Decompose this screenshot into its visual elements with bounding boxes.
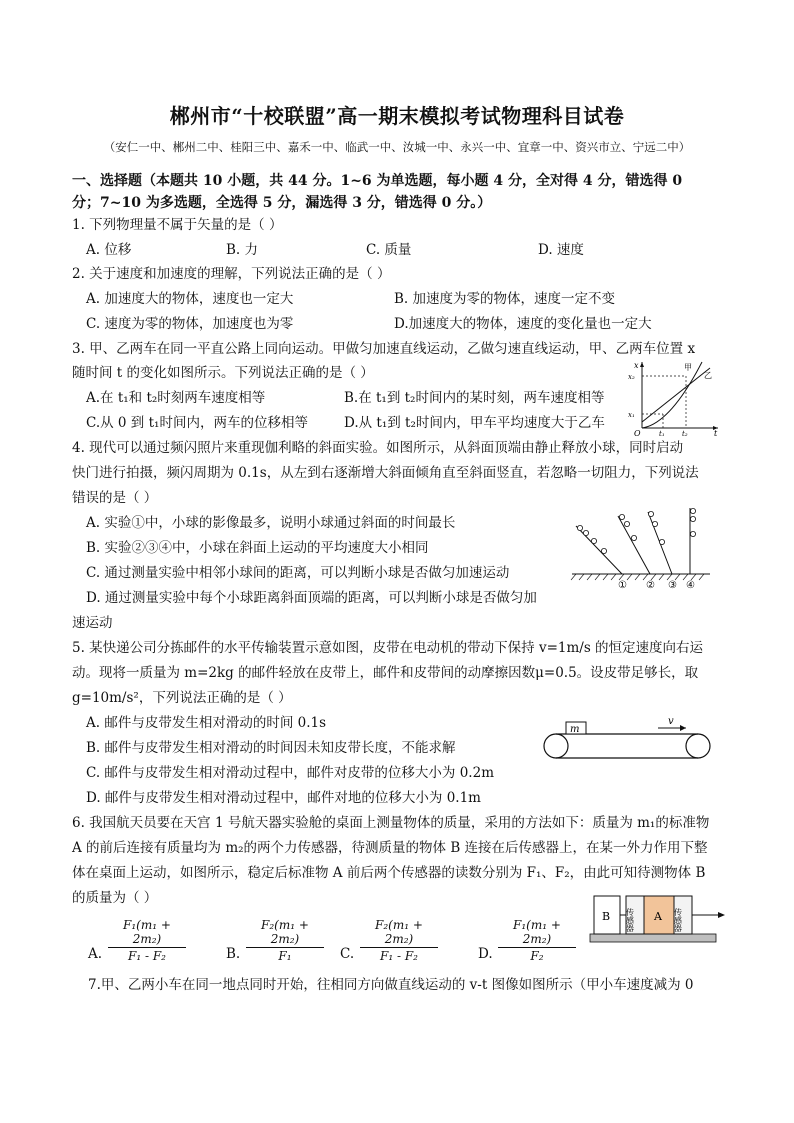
- q3-origin: O: [634, 429, 641, 436]
- q6-option-b-formula: [246, 918, 324, 963]
- q3-label-x1: x₁: [628, 411, 635, 419]
- q6-option-c-letter: C.: [340, 946, 355, 962]
- q6-label-a: A: [654, 910, 662, 923]
- q5-stem-line3: g=10m/s²，下列说法正确的是（ ）: [72, 690, 292, 706]
- q6-a-numerator: F₁(m₁ + 2m₂): [108, 918, 186, 948]
- q2-stem: 2. 关于速度和加速度的理解，下列说法正确的是（ ）: [72, 266, 391, 282]
- q6-sensor-front-label: 传感器: [673, 908, 683, 932]
- q4-label-3: ③: [668, 580, 677, 590]
- q4-stem-line1: 4. 现代可以通过频闪照片来重现伽利略的斜面实验。如图所示，从斜面顶端由静止释放小球，同时启动: [72, 440, 684, 456]
- q1-option-c: C. 质量: [366, 242, 412, 258]
- q6-option-b-letter: B.: [226, 946, 241, 962]
- q3-option-b: B.在 t₁到 t₂时间内的某时刻，两车速度相等: [344, 390, 605, 406]
- q3-option-d: D.从 t₁到 t₂时间内，甲车平均速度大于乙车: [344, 415, 605, 431]
- q1-option-a: A. 位移: [86, 242, 132, 258]
- q6-d-numerator: F₁(m₁ + 2m₂): [498, 918, 576, 948]
- q3-axis-x: x: [634, 361, 639, 370]
- q4-option-a: A. 实验①中，小球的影像最多，说明小球通过斜面的时间最长: [86, 515, 456, 531]
- q5-label-m: m: [570, 724, 580, 735]
- q5-label-v: v: [668, 716, 674, 727]
- q6-option-a-letter: A.: [88, 946, 103, 962]
- q6-c-numerator: F₂(m₁ + 2m₂): [360, 918, 438, 948]
- q4-stem-line2: 快门进行拍摄，频闪周期为 0.1s，从左到右逐渐增大斜面倾角直至斜面竖直，若忽略一切阻力，下列说法: [72, 465, 699, 481]
- section-heading-line2: 分；7~10 为多选题，全选得 5 分，漏选得 3 分，错选得 0 分。）: [72, 195, 492, 211]
- q5-option-b: B. 邮件与皮带发生相对滑动的时间因未知皮带长度，不能求解: [86, 740, 456, 756]
- q1-stem: 1. 下列物理量不属于矢量的是（ ）: [72, 217, 283, 233]
- q3-label-jia: 甲: [684, 363, 692, 372]
- q3-label-yi: 乙: [704, 371, 712, 380]
- q6-b-numerator: F₂(m₁ + 2m₂): [246, 918, 324, 948]
- q4-label-4: ④: [686, 580, 695, 590]
- q3-axis-t: t: [714, 429, 718, 436]
- q2-option-b: B. 加速度为零的物体，速度一定不变: [394, 291, 616, 307]
- q4-option-b: B. 实验②③④中，小球在斜面上运动的平均速度大小相同: [86, 540, 429, 556]
- q5-stem-line1: 5. 某快递公司分拣邮件的水平传输装置示意如图，皮带在电动机的带动下保持 v=1m/s 的恒定速度向右运: [72, 640, 704, 656]
- q3-option-a: A.在 t₁和 t₂时刻两车速度相等: [86, 390, 266, 406]
- q6-stem-line3: 体在桌面上运动，如图所示，稳定后标准物 A 前后两个传感器的读数分别为 F₁、F₂，由此可知待测物体 B: [72, 865, 706, 881]
- q3-xt-graph: [626, 358, 722, 436]
- q6-option-c-formula: [360, 918, 438, 963]
- q5-option-d: D. 邮件与皮带发生相对滑动过程中，邮件对地的位移大小为 0.1m: [86, 790, 481, 806]
- q3-stem-line1: 3. 甲、乙两车在同一平直公路上同向运动。甲做匀加速直线运动，乙做匀速直线运动，甲、乙两车位置 x: [72, 341, 696, 357]
- q6-option-a-formula: [108, 918, 186, 963]
- q2-option-c: C. 速度为零的物体，加速度也为零: [86, 316, 294, 332]
- q5-option-c: C. 邮件与皮带发生相对滑动过程中，邮件对皮带的位移大小为 0.2m: [86, 765, 494, 781]
- schools-list: （安仁一中、郴州二中、桂阳三中、嘉禾一中、临武一中、汝城一中、永兴一中、宜章一中、资兴市立、宁远二中）: [103, 140, 691, 154]
- q3-label-t1: t₁: [659, 430, 665, 436]
- q6-d-denominator: F₂: [530, 949, 544, 963]
- q2-option-d: D.加速度大的物体，速度的变化量也一定大: [394, 316, 652, 332]
- q3-label-x2: x₂: [628, 373, 635, 381]
- q6-a-denominator: F₁ - F₂: [128, 949, 166, 963]
- q3-label-t2: t₂: [682, 430, 688, 436]
- exam-title: 郴州市“十校联盟”高一期末模拟考试物理科目试卷: [169, 104, 625, 128]
- q6-stem-line4: 的质量为（ ）: [72, 890, 158, 906]
- q6-sensor-figure: [588, 890, 728, 946]
- q5-conveyor-figure: [540, 714, 716, 762]
- q2-option-a: A. 加速度大的物体，速度也一定大: [86, 291, 294, 307]
- section-heading-line1: 一、选择题（本题共 10 小题，共 44 分。1~6 为单选题，每小题 4 分，全对得 4 分，错选得 0: [72, 173, 683, 189]
- q4-stem-line3: 错误的是（ ）: [72, 490, 158, 506]
- q4-option-d-cont: 速运动: [72, 615, 113, 631]
- q1-option-d: D. 速度: [538, 242, 584, 258]
- q5-option-a: A. 邮件与皮带发生相对滑动的时间 0.1s: [86, 715, 327, 731]
- q1-option-b: B. 力: [226, 242, 259, 258]
- q4-option-c: C. 通过测量实验中相邻小球间的距离，可以判断小球是否做匀加速运动: [86, 565, 510, 581]
- q6-option-d-letter: D.: [478, 946, 493, 962]
- q6-stem-line1: 6. 我国航天员要在天宫 1 号航天器实验舱的桌面上测量物体的质量，采用的方法如下：质量为 m₁的标准物: [72, 815, 710, 831]
- q4-label-1: ①: [618, 580, 627, 590]
- q6-sensor-rear-label: 传感器: [625, 908, 635, 932]
- q6-c-denominator: F₁ - F₂: [380, 949, 418, 963]
- q6-stem-line2: A 的前后连接有质量均为 m₂的两个力传感器，待测质量的物体 B 连接在后传感器上，在某一外力作用下整: [72, 840, 708, 856]
- q6-option-d-formula: [498, 918, 576, 963]
- q3-option-c: C.从 0 到 t₁时间内，两车的位移相等: [86, 415, 308, 431]
- q5-stem-line2: 动。现将一质量为 m=2kg 的邮件轻放在皮带上，邮件和皮带间的动摩擦因数μ=0.5。设皮带足够长，取: [72, 665, 699, 681]
- q7-stem-line1: 7.甲、乙两小车在同一地点同时开始，往相同方向做直线运动的 v-t 图像如图所示（甲小车速度减为 0: [88, 977, 694, 993]
- q3-stem-line2: 随时间 t 的变化如图所示。下列说法正确的是（ ）: [72, 365, 374, 381]
- q6-b-denominator: F₁: [278, 949, 292, 963]
- q4-option-d: D. 通过测量实验中每个小球距离斜面顶端的距离，可以判断小球是否做匀加: [86, 590, 537, 606]
- q4-incline-figure: [568, 502, 714, 590]
- q6-label-b: B: [602, 910, 611, 923]
- q4-label-2: ②: [646, 580, 655, 590]
